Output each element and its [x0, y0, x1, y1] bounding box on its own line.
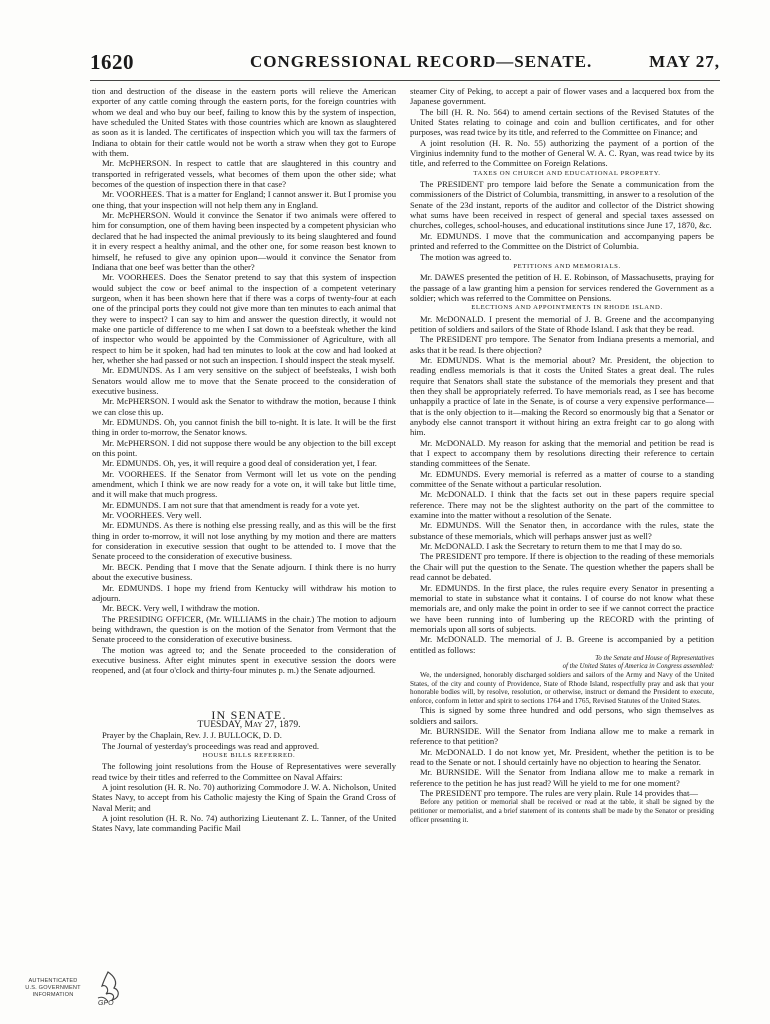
running-date: MAY 27,	[649, 52, 720, 71]
paragraph: Mr. McDONALD. I do not know yet, Mr. President, whether the petition is to be read to the Senate or not. I should certainly have no objection to hearing the Senator.	[410, 746, 714, 767]
session-date: TUESDAY, May 27, 1879.	[197, 719, 301, 730]
paragraph: Mr. BURNSIDE. Will the Senator from Indiana allow me to make a remark in reference to that petition?	[410, 725, 714, 747]
paragraph: Mr. VOORHEES. Does the Senator pretend to say that this system of inspection would subject the cow or beef animal to the inspection of a competent veterinary surgeon, when it has been shown here that if there was a corps of twenty-four at each one of the principal ports they could not give more than ten minutes to each animal that they were to inspect? I can say to him and answer the question directly, it would not make one particle of difference to me when I sat down to a beefsteak whether the kind of inspector who would be appointed by the Commissioner of Agriculture, with all respect to him be it spoken, had had ten minutes to look at the cow and had looked at her, whether she had passed or not such an inspection. I should inspect the steak myself.	[92, 272, 396, 365]
auth-line: U.S. GOVERNMENT	[25, 984, 81, 991]
paragraph: The Journal of yesterday's proceedings was read and approved.	[102, 740, 320, 751]
paragraph: Mr. EDMUNDS. I move that the communication and accompanying papers be printed and referred to the Committee on the District of Columbia.	[410, 230, 714, 252]
paragraph: Mr. EDMUNDS. I am not sure that that amendment is ready for a vote yet.	[102, 499, 360, 510]
auth-line: INFORMATION	[32, 991, 74, 998]
paragraph: Prayer by the Chaplain, Rev. J. J. BULLOCK, D. D.	[102, 730, 282, 741]
petition-address: To the Senate and House of Representatives	[595, 654, 714, 662]
subheading: HOUSE BILLS REFERRED.	[202, 751, 296, 759]
paragraph: A joint resolution (H. R. No. 70) authorizing Commodore J. W. A. Nicholson, United States Navy, to accept from his Catholic majesty the King of Spain the Grand Cross of Naval Merit; and	[92, 782, 396, 813]
paragraph: Mr. BECK. Pending that I move that the Senate adjourn. I think there is no hurry about the executive business.	[92, 561, 396, 583]
paragraph: The PRESIDENT pro tempore. The rules are very plain. Rule 14 provides that—	[420, 788, 698, 799]
section-gap	[92, 676, 396, 710]
paragraph: The motion was agreed to; and the Senate proceeded to the consideration of executive business. After eight minutes spent in executive session the doors were reopened, and (at four o'clock and thirty-four minutes p. m.) the Senate adjourned.	[92, 644, 396, 676]
paragraph: Mr. EDMUNDS. Oh, yes, it will require a good deal of consideration yet, I fear.	[102, 458, 377, 469]
petition-text: We, the undersigned, honorably discharged soldiers and sailors of the Army and Navy of the United States, of the city and county of Providence, State of Rhode Island, respectfully pray and ask that your honorable bodies will, by resolve, resolution, or otherwise, instruct or demand the President to execute, enforce, conform in letter and spirit to sections 1764 and 1765, Revised Statutes of the United States.	[410, 670, 714, 705]
rule-quotation: Before any petition or memorial shall be received or read at the table, it shall be signed by the petitioner or memorialist, and a brief statement of its contents shall be made by the Senator or presiding officer presenting it.	[410, 798, 714, 824]
section-heading: IN SENATE.	[211, 707, 287, 722]
header-rule	[90, 80, 720, 81]
page-number: 1620	[90, 50, 134, 74]
paragraph: The PRESIDENT pro tempore. The Senator from Indiana presents a memorial, and asks that it be read. Is there objection?	[410, 334, 714, 355]
paragraph: Mr. McDONALD. I think that the facts set out in these papers require special reference. There may not be the slightest authority on the part of the committee to examine into the matter without a resolution of the Senate.	[410, 489, 714, 521]
paragraph: Mr. McPHERSON. I did not suppose there would be any objection to the bill except on this point.	[92, 437, 396, 459]
paragraph: Mr. DAWES presented the petition of H. E. Robinson, of Massachusetts, praying for the passage of a law granting him a pension for services rendered the Government as a soldier; which was referred to the Committee on Pensions.	[410, 272, 714, 303]
paragraph: Mr. VOORHEES. Very well.	[102, 510, 202, 521]
paragraph: Mr. McDONALD. I ask the Secretary to return them to me that I may do so.	[420, 541, 683, 552]
paragraph: The PRESIDING OFFICER, (Mr. WILLIAMS in the chair.) The motion to adjourn being withdrawn, the question is on the motion of the Senator from Vermont that the Senate proceed to the consideration of executive business.	[92, 613, 396, 645]
paragraph: Mr. McPHERSON. I would ask the Senator to withdraw the motion, because I think we can close this up.	[92, 396, 396, 417]
paragraph: Mr. EDMUNDS. Oh, you cannot finish the bill to-night. It is late. It will be the first thing in order to-morrow, the Senator knows.	[92, 417, 396, 438]
paragraph: The motion was agreed to.	[420, 251, 512, 262]
paragraph: Mr. McDONALD. My reason for asking that the memorial and petition be read is that I expect to accompany them by resolutions directing their reference to certain standing committees of the Senate.	[410, 437, 714, 469]
paragraph: Mr. EDMUNDS. I hope my friend from Kentucky will withdraw his motion to adjourn.	[92, 582, 396, 603]
paragraph: Mr. EDMUNDS. In the first place, the rules require every Senator in presenting a memorial to state in substance what it contains. I of course do not know what these memorials are, and only make the point in order to see if we cannot correct the practice we have been running into of lumbering up the RECORD with the printing of memorials upon all sorts of subjects.	[410, 582, 714, 634]
left-column	[92, 86, 396, 968]
paragraph: Mr. EDMUNDS. As I am very sensitive on the subject of beefsteaks, I wish both Senators would allow me to move that the Senate proceed to the consideration of executive business.	[92, 365, 396, 396]
paragraph: This is signed by some three hundred and odd persons, who sign themselves as soldiers and sailors.	[410, 705, 714, 726]
paragraph: steamer City of Peking, to accept a pair of flower vases and a lacquered box from the Japanese government.	[410, 86, 714, 107]
authentication-badge	[18, 968, 128, 1014]
paragraph: tion and destruction of the disease in the eastern ports will relieve the American exporter of any cattle coming through the eastern ports, for the foreign countries with whom we deal and who buy our beef, failing to know this by the system of inspection, have scheduled the United States with those countries which are known as slaughtered as soon as it is landed. The certificates of inspection which you will tax the farmers of Indiana to obtain for their cattle would not be worth a straw when they got to Europe with them.	[92, 86, 396, 159]
subheading: TAXES ON CHURCH AND EDUCATIONAL PROPERTY.	[473, 169, 661, 177]
paragraph: Mr. McPHERSON. Would it convince the Senator if two animals were offered to him for consumption, one of them having been inspected by a competent physician who declared that he had inspected the animal previously to its being slaughtered and found it in every respect a healthy animal, and the other one, for some reason best known to himself, he refused to give any opinion upon—would it convince the Senator from Indiana that one beef was better than the other?	[92, 210, 396, 272]
running-title: CONGRESSIONAL RECORD—SENATE.	[250, 52, 593, 71]
subheading: ELECTIONS AND APPOINTMENTS IN RHODE ISLAND.	[471, 304, 663, 312]
page-header	[90, 50, 720, 74]
paragraph: Mr. VOORHEES. If the Senator from Vermont will let us vote on the pending amendment, which I think we are now ready for a vote on, it will take but little time, and it will make that much progress.	[92, 468, 396, 500]
paragraph: A joint resolution (H. R. No. 55) authorizing the payment of a portion of the Virginius indemnity fund to the mother of General W. A. C. Ryan, was read twice by its title, and referred to the Committee on Foreign Relations.	[410, 137, 714, 169]
paragraph: Mr. McPHERSON. In respect to cattle that are slaughtered in this country and transported in refrigerated vessels, what becomes of them upon the other side; what becomes of the question of inspection there in that case?	[92, 158, 396, 190]
paragraph: Mr. VOORHEES. That is a matter for England; I cannot answer it. But I promise you one thing, that your inspection will not help them any in England.	[92, 189, 396, 210]
paragraph: The following joint resolutions from the House of Representatives were severally read twice by their titles and referred to the Committee on Naval Affairs:	[92, 761, 396, 782]
paragraph: Mr. BECK. Very well, I withdraw the motion.	[102, 603, 260, 614]
right-column	[410, 86, 714, 968]
paragraph: Mr. EDMUNDS. Every memorial is referred as a matter of course to a standing committee of the Senate without a particular resolution.	[410, 468, 714, 490]
subheading: PETITIONS AND MEMORIALS.	[513, 262, 621, 270]
authentication-text	[18, 978, 88, 998]
paragraph: Mr. EDMUNDS. What is the memorial about? Mr. President, the objection to reading endless memorials is that it costs the United States a great deal. The rules require that Senators shall state the substance of the memorials they present and that then they shall be appropriately referred. To have memorials read, as I see has become unhappily a practice of late in the Senate, is of course a very expensive performance—that is the only objection to it—making the Record so enormously big that a Senator or anybody else cannot transport it without hiring an extra freight car to go along with him.	[410, 354, 714, 438]
paragraph: Mr. McDONALD. I present the memorial of J. B. Greene and the accompanying petition of soldiers and sailors of the State of Rhode Island. I ask that they be read.	[410, 313, 714, 334]
paragraph: Mr. EDMUNDS. Will the Senator then, in accordance with the rules, state the substance of these memorials, which will perhaps answer just as well?	[410, 520, 714, 541]
auth-line: AUTHENTICATED	[28, 978, 78, 984]
paragraph: Mr. BURNSIDE. Will the Senator from Indiana allow me to make a remark in reference to the petition he has just read? Will he yield to me for one moment?	[410, 767, 714, 788]
paragraph: The PRESIDENT pro tempore. If there is objection to the reading of these memorials the Chair will put the question to the Senate. The question whether the papers shall be read cannot be debated.	[410, 551, 714, 583]
paragraph: A joint resolution (H. R. No. 74) authorizing Lieutenant Z. L. Tanner, of the United States Navy, late commanding Pacific Mail	[92, 813, 396, 834]
petition-address: of the United States of America in Congress assembled:	[562, 662, 714, 670]
paragraph: The bill (H. R. No. 564) to amend certain sections of the Revised Statutes of the United States relating to coinage and coin and bullion certificates, and for other purposes, was read twice by its title, and referred to the Committee on Finance; and	[410, 106, 714, 138]
paragraph: Mr. McDONALD. The memorial of J. B. Greene is accompanied by a petition entitled as follows:	[410, 634, 714, 655]
paragraph: The PRESIDENT pro tempore laid before the Senate a communication from the commissioners of the District of Columbia, transmitting, in answer to a resolution of the Senate of the 23d instant, reports of the auditor and collector of the District showing what sums have been received in respect of general and special taxes assessed on churches, colleges, school-houses, and educational institutions since June 17, 1870, &c.	[410, 179, 714, 231]
paragraph: Mr. EDMUNDS. As there is nothing else pressing really, and as this will be the first thing in order to-morrow, it will not lose anything by my motion and there are matters for consideration in executive session that ought to be attended to. I move that the Senate proceed to the consideration of executive business.	[92, 520, 396, 562]
gpo-label: GPO	[98, 1000, 114, 1007]
